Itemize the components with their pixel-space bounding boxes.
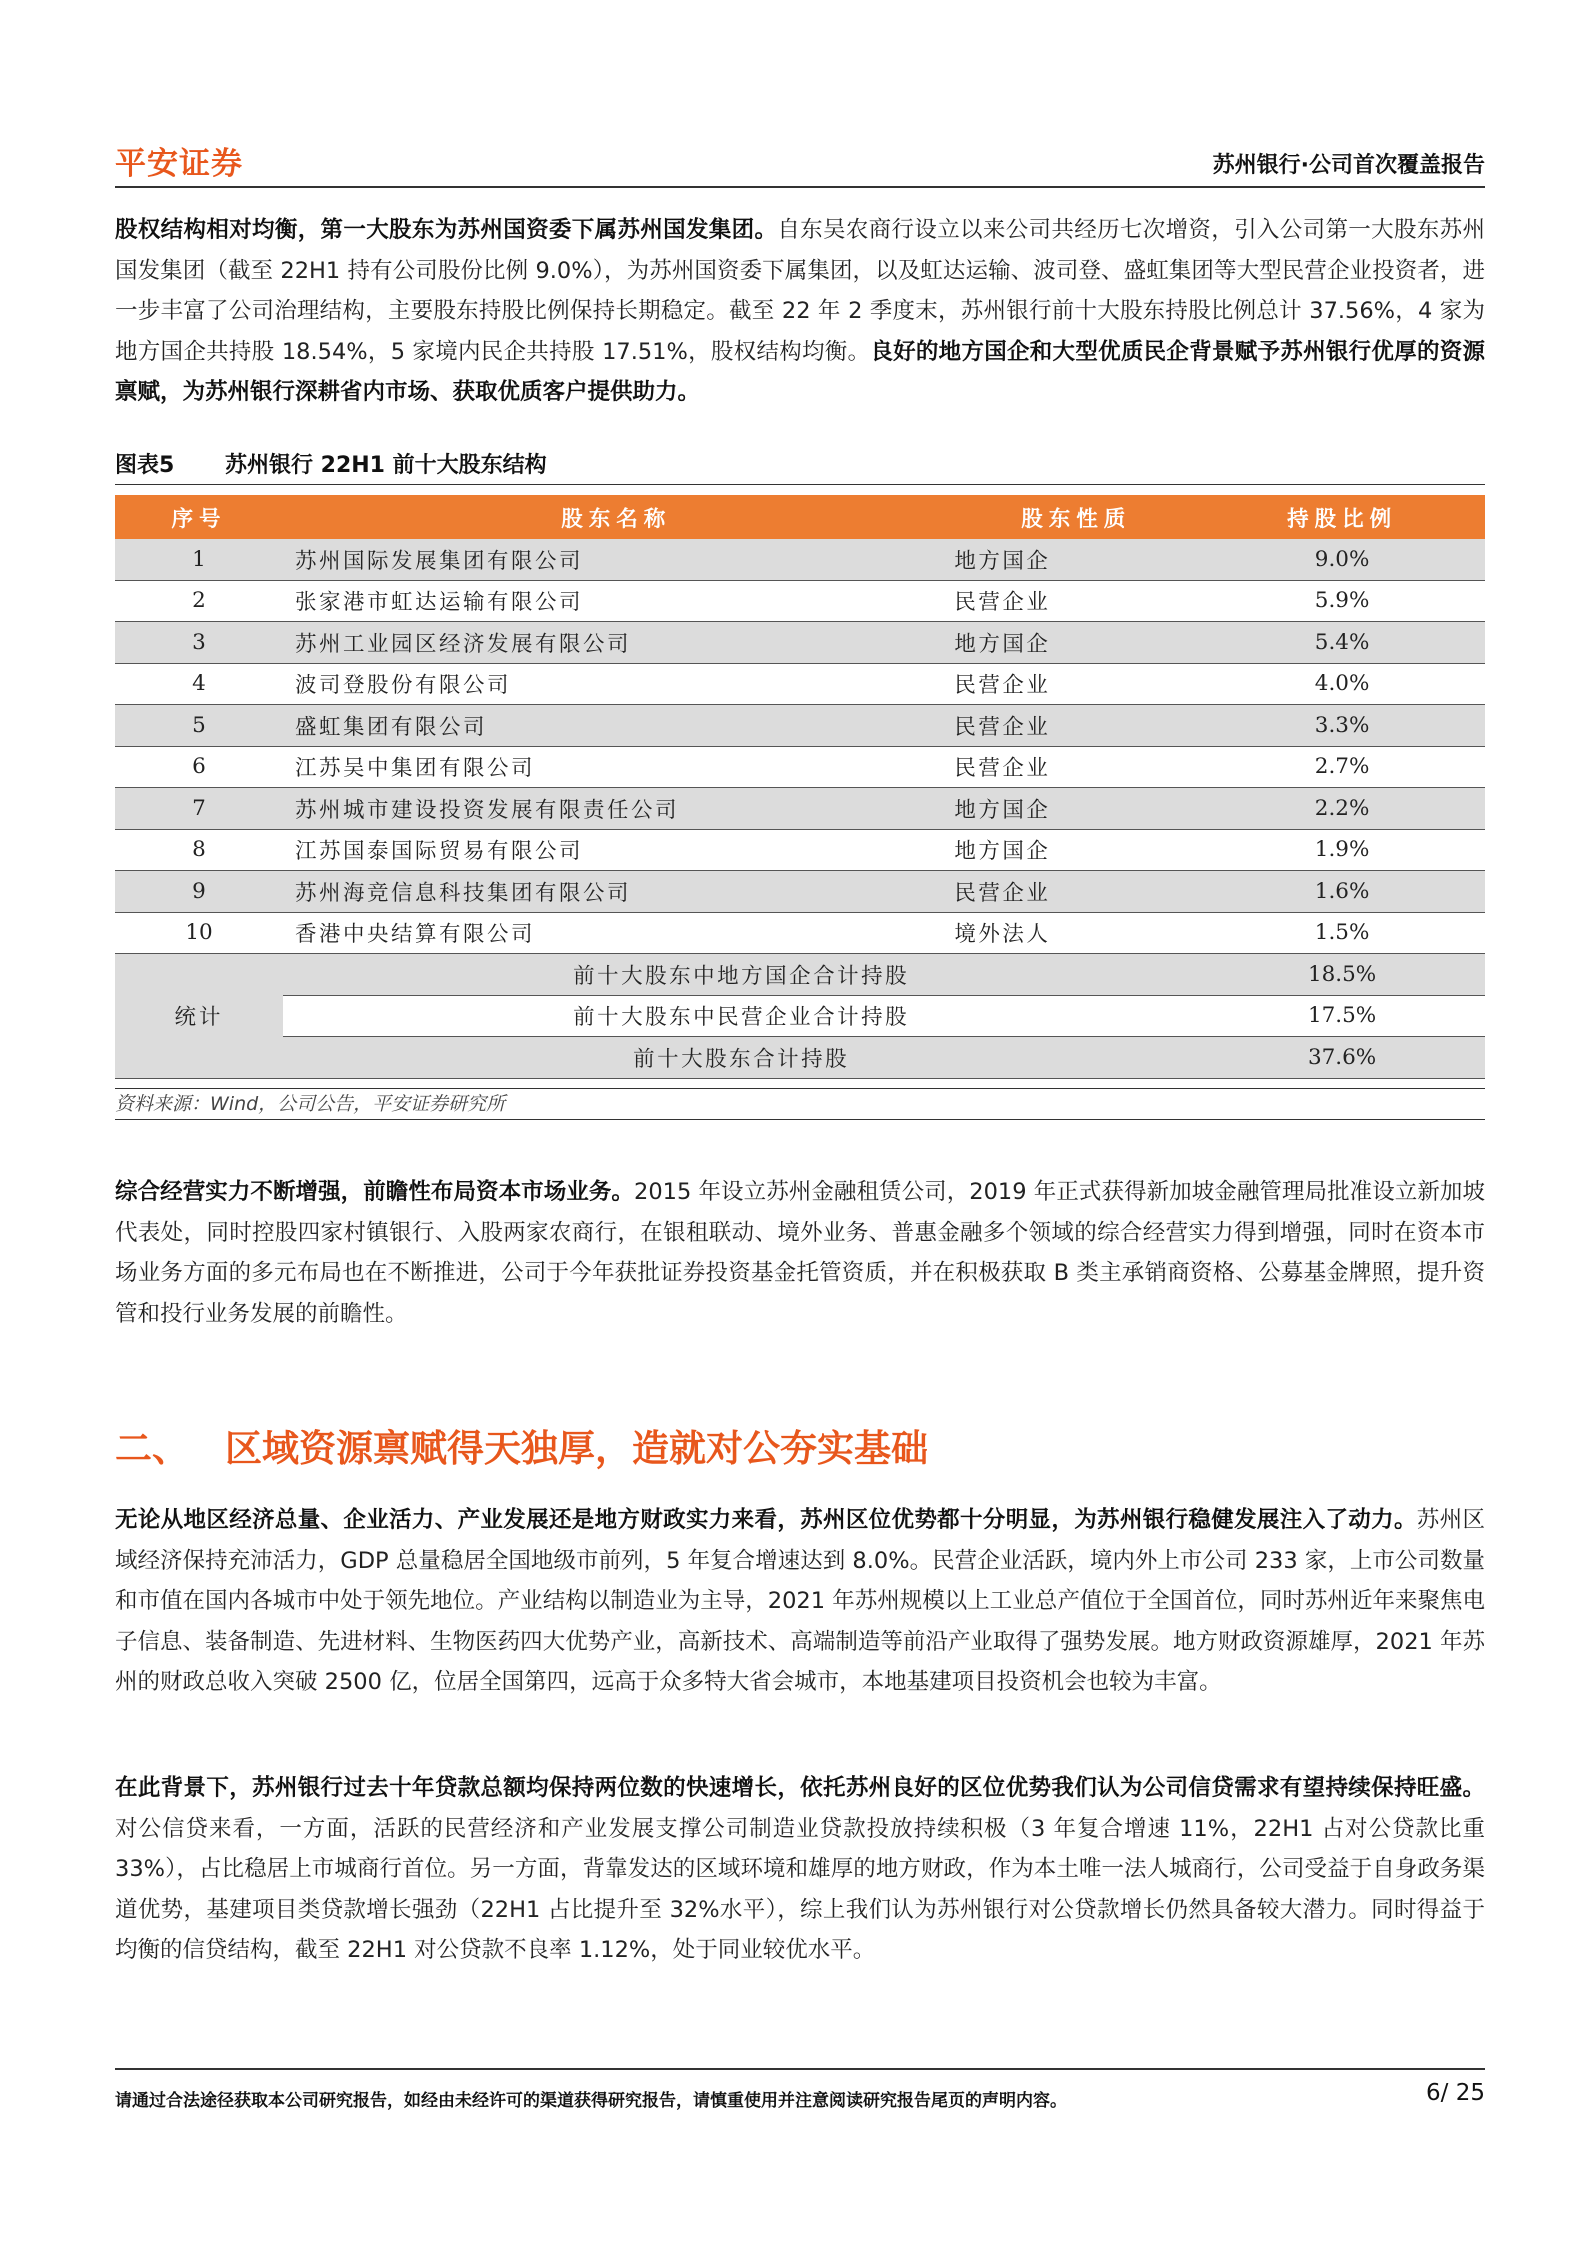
table-header-row	[115, 495, 1485, 539]
cell-name: 波司登股份有限公司	[283, 663, 938, 705]
col-header-type: 股东性质	[938, 495, 1199, 539]
figure-source: 资料来源：Wind，公司公告，平安证券研究所	[115, 1088, 1485, 1120]
paragraph-operations	[115, 1172, 1485, 1334]
cell-type: 民营企业	[938, 871, 1199, 913]
footer-rule	[115, 2068, 1485, 2070]
paragraph-body: 对公信贷来看，一方面，活跃的民营经济和产业发展支撑公司制造业贷款投放持续积极（3 年复合增速 11%，22H1 占对公贷款比重 33%），占比稳居上市城商行首位。另一方面，背靠发达的区域环境和雄厚的地方财政，作为本土唯一法人城商行，公司受益于自身政务渠道优势，基建项目类贷款增长强劲（22H1 占比提升至 32%水平），综上我们认为苏州银行对公贷款增长仍然具备较大潜力。同时得益于均衡的信贷结构，截至 22H1 对公贷款不良率 1.12%，处于同业较优水平。	[115, 1815, 1485, 1963]
cell-pct: 5.4%	[1199, 622, 1485, 664]
paragraph-lead: 综合经营实力不断增强，前瞻性布局资本市场业务。	[115, 1179, 635, 1205]
cell-name: 江苏国泰国际贸易有限公司	[283, 829, 938, 871]
cell-pct: 5.9%	[1199, 580, 1485, 622]
cell-no: 8	[115, 829, 283, 871]
figure-title	[115, 448, 547, 479]
cell-pct: 4.0%	[1199, 663, 1485, 705]
paragraph-shareholding	[115, 210, 1485, 413]
section-number: 二、	[115, 1427, 189, 1470]
table-row	[115, 871, 1485, 913]
cell-name: 苏州国际发展集团有限公司	[283, 539, 938, 580]
company-logo: 平安证券	[115, 146, 243, 182]
cell-name: 张家港市虹达运输有限公司	[283, 580, 938, 622]
cell-no: 2	[115, 580, 283, 622]
table-row	[115, 622, 1485, 664]
report-title: 苏州银行·公司首次覆盖报告	[1212, 153, 1485, 178]
header-rule	[115, 186, 1485, 188]
footer-disclaimer: 请通过合法途径获取本公司研究报告，如经由未经许可的渠道获得研究报告，请慎重使用并注意阅读研究报告尾页的声明内容。	[115, 2091, 1067, 2111]
paragraph-lead: 在此背景下，苏州银行过去十年贷款总额均保持两位数的快速增长，依托苏州良好的区位优势我们认为公司信贷需求有望持续保持旺盛。	[115, 1775, 1485, 1801]
cell-pct: 1.6%	[1199, 871, 1485, 913]
cell-type: 地方国企	[938, 829, 1199, 871]
paragraph-credit	[115, 1768, 1485, 1971]
cell-type: 地方国企	[938, 539, 1199, 580]
page-number: 6/ 25	[1426, 2080, 1485, 2106]
stats-row	[115, 954, 1485, 996]
cell-no: 10	[115, 912, 283, 954]
paragraph-lead: 股权结构相对均衡，第一大股东为苏州国资委下属苏州国发集团。	[115, 217, 778, 243]
stats-desc: 前十大股东中民营企业合计持股	[283, 995, 1199, 1037]
cell-no: 6	[115, 746, 283, 788]
cell-no: 4	[115, 663, 283, 705]
table-row	[115, 912, 1485, 954]
cell-pct: 3.3%	[1199, 705, 1485, 747]
cell-name: 苏州海竞信息科技集团有限公司	[283, 871, 938, 913]
col-header-name: 股东名称	[283, 495, 938, 539]
table-row	[115, 788, 1485, 830]
cell-no: 9	[115, 871, 283, 913]
cell-no: 3	[115, 622, 283, 664]
table-row	[115, 539, 1485, 580]
paragraph-regional	[115, 1500, 1485, 1703]
cell-type: 地方国企	[938, 622, 1199, 664]
stats-desc: 前十大股东中地方国企合计持股	[283, 954, 1199, 996]
figure-number: 图表5	[115, 453, 175, 478]
table-row	[115, 663, 1485, 705]
col-header-pct: 持股比例	[1199, 495, 1485, 539]
cell-type: 民营企业	[938, 705, 1199, 747]
cell-name: 苏州城市建设投资发展有限责任公司	[283, 788, 938, 830]
cell-type: 地方国企	[938, 788, 1199, 830]
table-row	[115, 705, 1485, 747]
cell-pct: 1.9%	[1199, 829, 1485, 871]
paragraph-tail: 良好的地方国企和大型优质民企背景赋予苏州银行优厚的资源禀赋，为苏州银行深耕省内市场、获取优质客户提供助力。	[115, 338, 1485, 405]
paragraph-body: 2015 年设立苏州金融租赁公司，2019 年正式获得新加坡金融管理局批准设立新加坡代表处，同时控股四家村镇银行、入股两家农商行，在银租联动、境外业务、普惠金融多个领域的综合经营实力得到增强，同时在资本市场业务方面的多元布局也在不断推进，公司于今年获批证券投资基金托管资质，并在积极获取 B 类主承销商资格、公募基金牌照，提升资管和投行业务发展的前瞻性。	[115, 1179, 1485, 1327]
cell-no: 1	[115, 539, 283, 580]
cell-name: 江苏吴中集团有限公司	[283, 746, 938, 788]
stats-row	[115, 995, 1485, 1037]
table-row	[115, 580, 1485, 622]
cell-pct: 9.0%	[1199, 539, 1485, 580]
stats-pct: 17.5%	[1199, 995, 1485, 1037]
cell-pct: 1.5%	[1199, 912, 1485, 954]
cell-type: 境外法人	[938, 912, 1199, 954]
cell-name: 盛虹集团有限公司	[283, 705, 938, 747]
stats-pct: 37.6%	[1199, 1037, 1485, 1079]
figure-caption: 苏州银行 22H1 前十大股东结构	[225, 453, 547, 478]
stats-pct: 18.5%	[1199, 954, 1485, 996]
stats-label: 统计	[115, 954, 283, 1079]
shareholder-table	[115, 495, 1485, 1079]
stats-desc: 前十大股东合计持股	[283, 1037, 1199, 1079]
cell-type: 民营企业	[938, 746, 1199, 788]
cell-no: 7	[115, 788, 283, 830]
section-title: 区域资源禀赋得天独厚，造就对公夯实基础	[225, 1427, 928, 1470]
col-header-no: 序号	[115, 495, 283, 539]
section-heading	[115, 1418, 928, 1472]
paragraph-body: 自东吴农商行设立以来公司共经历七次增资，引入公司第一大股东苏州国发集团（截至 22H1 持有公司股份比例 9.0%），为苏州国资委下属集团，以及虹达运输、波司登、盛虹集团等大型民营企业投资者，进一步丰富了公司治理结构，主要股东持股比例保持长期稳定。截至 22 年 2 季度末，苏州银行前十大股东持股比例总计 37.56%，4 家为地方国企共持股 18.54%，5 家境内民企共持股 17.51%，股权结构均衡。	[115, 217, 1485, 365]
cell-type: 民营企业	[938, 580, 1199, 622]
cell-pct: 2.2%	[1199, 788, 1485, 830]
cell-type: 民营企业	[938, 663, 1199, 705]
figure-rule	[115, 484, 1485, 485]
table-row	[115, 746, 1485, 788]
stats-row	[115, 1037, 1485, 1079]
cell-name: 苏州工业园区经济发展有限公司	[283, 622, 938, 664]
cell-name: 香港中央结算有限公司	[283, 912, 938, 954]
paragraph-body: 苏州区域经济保持充沛活力，GDP 总量稳居全国地级市前列，5 年复合增速达到 8.0%。民营企业活跃，境内外上市公司 233 家，上市公司数量和市值在国内各城市中处于领先地位。产业结构以制造业为主导，2021 年苏州规模以上工业总产值位于全国首位，同时苏州近年来聚焦电子信息、装备制造、先进材料、生物医药四大优势产业，高新技术、高端制造等前沿产业取得了强势发展。地方财政资源雄厚，2021 年苏州的财政总收入突破 2500 亿，位居全国第四，远高于众多特大省会城市，本地基建项目投资机会也较为丰富。	[115, 1507, 1485, 1695]
cell-no: 5	[115, 705, 283, 747]
cell-pct: 2.7%	[1199, 746, 1485, 788]
paragraph-lead: 无论从地区经济总量、企业活力、产业发展还是地方财政实力来看，苏州区位优势都十分明显，为苏州银行稳健发展注入了动力。	[115, 1507, 1417, 1533]
table-row	[115, 829, 1485, 871]
